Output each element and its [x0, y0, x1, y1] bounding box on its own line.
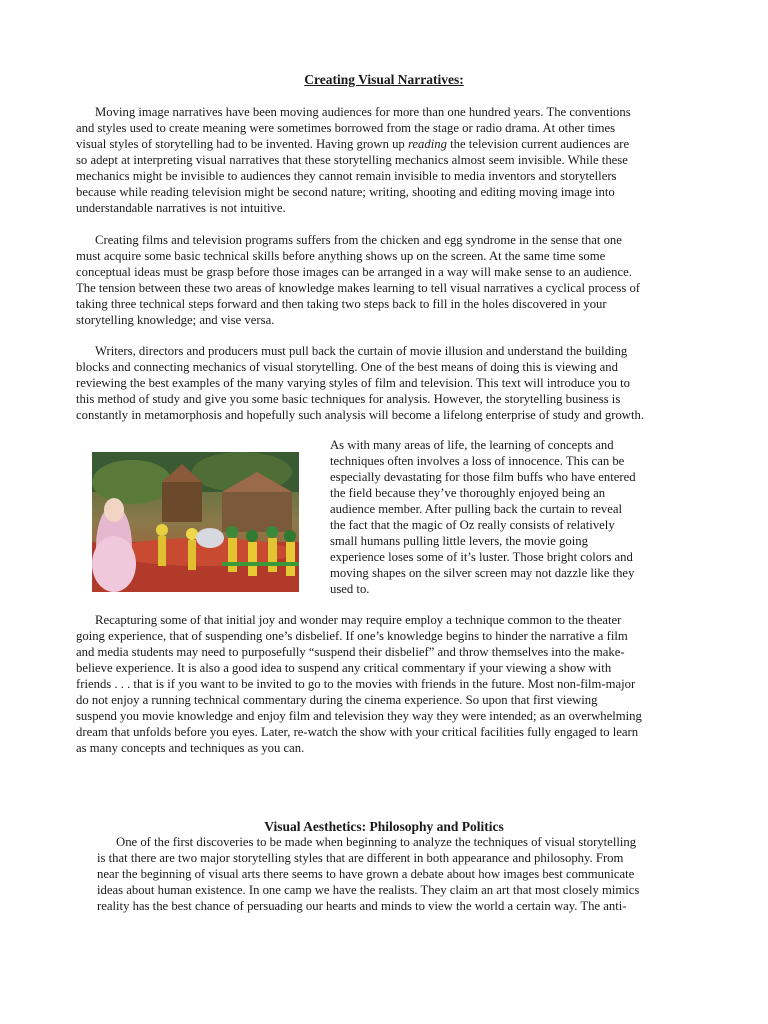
text-line: reviewing the best examples of the many varying styles of film and television. This text will introduce you to: [76, 376, 631, 390]
text-line: must acquire some basic technical skills before anything shows up on the screen. At the same time some: [76, 249, 606, 263]
text-line: ideas about human existence. In one camp we have the realists. They claim an art that most closely mimics: [97, 883, 640, 897]
text-line: the field because they’ve thoroughly enjoyed being an: [330, 486, 606, 500]
text-line: moving shapes on the silver screen may not dazzle like they: [330, 566, 635, 580]
text-line: because while reading television might be second nature; writing, shooting and editing moving image into: [76, 185, 615, 199]
text-line: mechanics might be invisible to audiences they cannot remain invisible to media inventors and storytellers: [76, 169, 617, 183]
paragraph-2: [76, 232, 694, 328]
text-line: dream that unfolds before you eyes. Later, re-watch the show with your critical facilities fully engaged to learn: [76, 725, 639, 739]
text-line: especially devastating for those film buffs who have entered: [330, 470, 636, 484]
text-line: and media students may need to purposefully “suspend their disbelief” and throw themselves into the make-: [76, 645, 625, 659]
oz-film-still-image: [92, 452, 299, 592]
text-line: the fact that the magic of Oz really consists of relatively: [330, 518, 615, 532]
italic-word: reading: [407, 137, 447, 151]
text-line: Moving image narratives have been moving audiences for more than one hundred years. The conventions: [76, 105, 631, 119]
text-line: constantly in metamorphosis and hopefully such analysis will become a lifelong enterprise of study and growth.: [76, 408, 644, 422]
text-line: believe experience. It is also a good idea to suspend any critical commentary if your viewing a show with: [76, 661, 612, 675]
text-line: taking three technical steps forward and then taking two steps back to fill in the holes discovered in your: [76, 297, 607, 311]
page-title: Creating Visual Narratives:: [304, 72, 464, 87]
text-line: is that there are two major storytelling styles that are different in both appearance and philosophy. From: [97, 851, 624, 865]
text-line: this method of study and give you some basic techniques for analysis. However, the storytelling business is: [76, 392, 621, 406]
text-line: understandable narratives is not intuitive.: [76, 201, 286, 215]
paragraph-6: [97, 834, 697, 914]
text-line: near the beginning of visual arts there seems to have grown a debate about how images best communicate: [97, 867, 635, 881]
text-line: so adept at interpreting visual narratives that these storytelling mechanics almost seem invisible. While these: [76, 153, 628, 167]
text-line: reality has the best chance of persuading our hearts and minds to view the world a certain way. The anti-: [97, 899, 627, 913]
text-line: techniques often involves a loss of innocence. This can be: [330, 454, 625, 468]
text-line: Recapturing some of that initial joy and wonder may require employ a technique common to the theater: [76, 613, 622, 627]
text-line: conceptual ideas must be grasp before those images can be arranged in a way will make sense to an audience.: [76, 265, 632, 279]
text-line: storytelling knowledge; and vise versa.: [76, 313, 275, 327]
text-line: as many concepts and techniques as you can.: [76, 741, 305, 755]
paragraph-5: [76, 612, 694, 756]
text-line: going experience, that of suspending one’s disbelief. If one’s knowledge begins to hinder the narrative a film: [76, 629, 628, 643]
text-line: experience loses some of it’s luster. Those bright colors and: [330, 550, 633, 564]
text-line: visual styles of storytelling had to be invented. Having grown up reading the television current audiences are: [76, 137, 630, 151]
text-line: As with many areas of life, the learning of concepts and: [330, 438, 614, 452]
text-line: audience member. After pulling back the curtain to reveal: [330, 502, 623, 516]
section-heading: Visual Aesthetics: Philosophy and Politics: [264, 819, 504, 834]
text-line: used to.: [330, 582, 370, 596]
paragraph-3: [76, 343, 694, 423]
text-line: friends . . . that is if you want to be invited to go to the movies with friends in the future. Most non-film-major: [76, 677, 636, 691]
text-line: Writers, directors and producers must pull back the curtain of movie illusion and understand the building: [76, 344, 628, 358]
text-line: small humans pulling little levers, the movie going: [330, 534, 588, 548]
text-line: do not enjoy a running technical commentary during the cinema experience. So upon that first viewing: [76, 693, 598, 707]
text-line: and styles used to create meaning were sometimes borrowed from the stage or radio drama. At other times: [76, 121, 616, 135]
text-line: suspend you movie knowledge and enjoy film and television they way they were intended; as an overwhelming: [76, 709, 642, 723]
text-line: Creating films and television programs suffers from the chicken and egg syndrome in the sense that one: [76, 233, 622, 247]
text-line: The tension between these two areas of knowledge makes learning to tell visual narratives a cyclical process of: [76, 281, 641, 295]
paragraph-4: [330, 437, 690, 597]
text-line: blocks and connecting mechanics of visual storytelling. One of the best means of doing this is viewing and: [76, 360, 618, 374]
text-line: One of the first discoveries to be made when beginning to analyze the techniques of visual storytelling: [97, 835, 637, 849]
paragraph-1: [76, 104, 694, 216]
